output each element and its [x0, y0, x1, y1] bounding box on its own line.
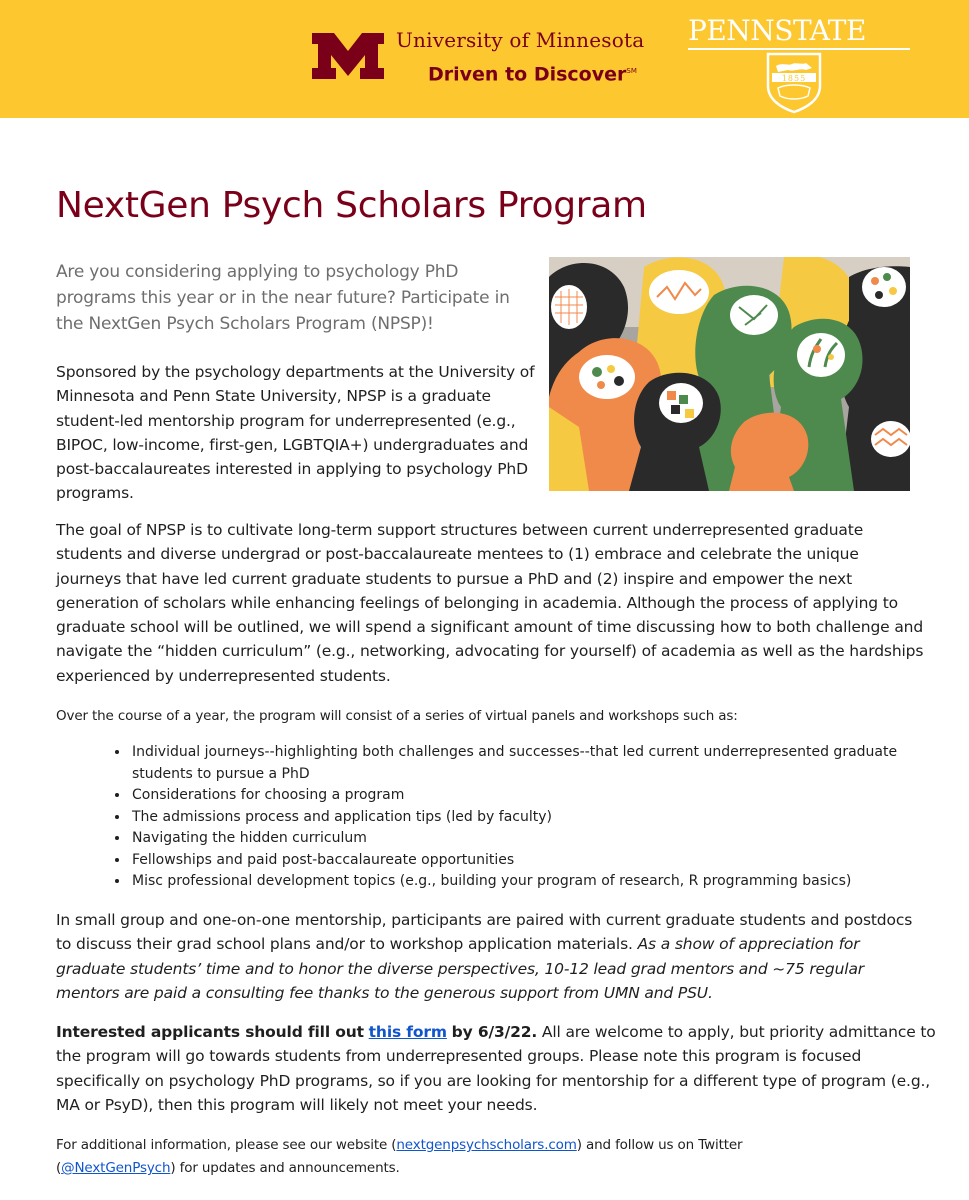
- list-item: • Individual journeys--highlighting both challenges and successes--that led current underrepresented graduate students to pursue a PhD: [130, 742, 960, 785]
- intro-question: Are you considering applying to psychology PhD programs this year or in the near future? Participate in the NextGen Psych Scholars Program (NPSP)!: [56, 262, 510, 334]
- list-item: • Navigating the hidden curriculum: [130, 828, 960, 850]
- mentorship-text: In small group and one-on-one mentorship, participants are paired with current graduate students and postdocs to discuss their grad school plans and/or to workshop application materials.: [56, 911, 913, 954]
- mentorship-paragraph: [56, 908, 931, 1005]
- sponsor-paragraph: Sponsored by the psychology departments at the University of Minnesota and Penn State University, NPSP is a graduate student-led mentorship program for underrepresented (e.g., BIPOC, low-income, first-gen, LGBTQIA+) undergraduates and post-baccalaureates interested in applying to psychology PhD programs.: [56, 363, 535, 503]
- priority-note: All are welcome to apply, but priority admittance to the program will go towards students from underrepresented groups. Please note this program is focused specifically on psychology PhD programs, so if you are looking for mentorship for a different type of program (e.g., MA or PsyD), then this program will likely not meet your needs.: [56, 1023, 936, 1114]
- mentor-payment-note: As a show of appreciation for graduate students’ time and to honor the diverse perspectives, 10-12 lead grad mentors and ~75 regular mentors are paid a consulting fee thanks to the generous support from UMN and PSU.: [56, 935, 865, 1002]
- twitter-link[interactable]: @NextGenPsych: [61, 1160, 171, 1176]
- list-item: • The admissions process and application tips (led by faculty): [130, 807, 960, 829]
- list-item: • Fellowships and paid post-baccalaureate opportunities: [130, 850, 960, 872]
- umn-block-m-logo: [312, 33, 384, 79]
- page-title: NextGen Psych Scholars Program: [56, 185, 647, 226]
- umn-tagline: [396, 58, 644, 87]
- umn-name: University of Minnesota: [396, 28, 645, 52]
- service-mark: SM: [626, 67, 637, 75]
- umn-tagline-text: Driven to Discover: [428, 63, 627, 86]
- list-item: • Misc professional development topics (e.g., building your program of research, R programming basics): [130, 871, 960, 893]
- list-item: • Considerations for choosing a program: [130, 785, 960, 807]
- info-suffix: ) for updates and announcements.: [170, 1160, 400, 1176]
- silhouettes-illustration: [549, 257, 910, 491]
- application-form-link[interactable]: this form: [368, 1023, 447, 1041]
- contact-info: For additional information, please see our website (nextgenpsychscholars.com) and follow us on Twitter (@NextGenPsych) for updates and announcements.: [56, 1137, 743, 1176]
- website-link[interactable]: nextgenpsychscholars.com: [396, 1137, 577, 1153]
- goal-paragraph: The goal of NPSP is to cultivate long-term support structures between current underrepresented graduate students and diverse undergrad or post-baccalaureate mentees to (1) embrace and celebrate the unique journeys that have led current graduate students to pursue a PhD and (2) inspire and empower the next generation of scholars while enhancing feelings of belonging in academia. Although the process of applying to graduate school will be outlined, we will spend a significant amount of time discussing how to both challenge and navigate the “hidden curriculum” (e.g., networking, advocating for yourself) of academia as well as the hardships experienced by underrepresented students.: [56, 521, 924, 685]
- psu-founding-year: 1855: [781, 74, 807, 83]
- application-paragraph: [56, 1020, 936, 1117]
- header-banner: [0, 0, 969, 118]
- info-prefix: For additional information, please see our website (: [56, 1137, 397, 1153]
- deadline: by 6/3/22.: [451, 1023, 538, 1041]
- psu-shield-icon: [766, 52, 822, 114]
- umn-wordmark: [396, 28, 644, 87]
- program-overview: Over the course of a year, the program will consist of a series of virtual panels and workshops such as:: [56, 708, 738, 724]
- psu-wordmark: PENNSTATE: [688, 14, 910, 50]
- topics-list: [104, 742, 960, 893]
- info-middle: ) and follow us on Twitter: [576, 1137, 743, 1153]
- apply-prefix: Interested applicants should fill out: [56, 1023, 364, 1041]
